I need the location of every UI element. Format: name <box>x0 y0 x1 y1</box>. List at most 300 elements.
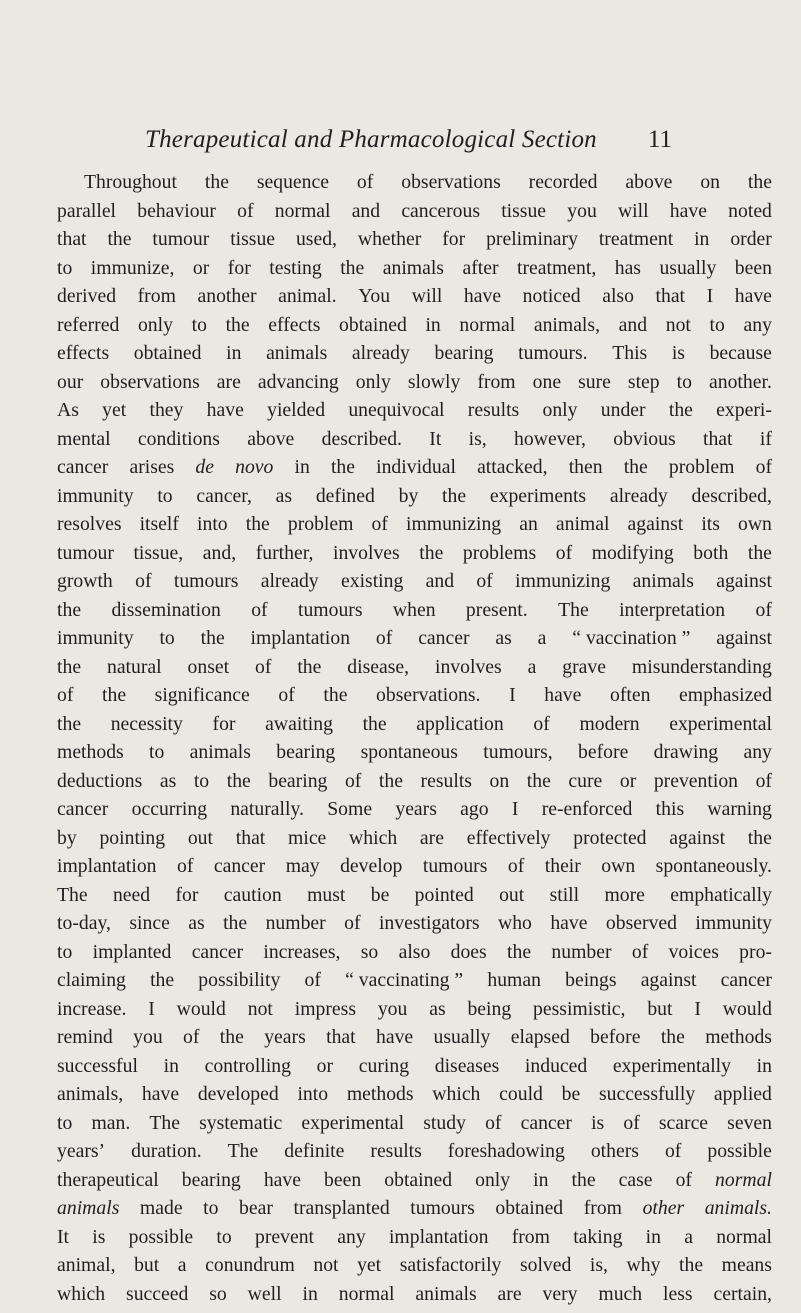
word: their <box>544 855 581 877</box>
word: to <box>203 1197 219 1219</box>
word: being <box>467 997 512 1020</box>
word: you <box>567 199 597 222</box>
word: defined <box>315 484 375 507</box>
word: of <box>251 598 268 621</box>
running-head <box>145 122 672 158</box>
word: the <box>200 627 225 649</box>
word: immunity <box>695 912 772 934</box>
word: impress <box>294 997 356 1020</box>
word: involves <box>332 541 400 564</box>
text-line <box>57 567 772 596</box>
text-line <box>57 966 772 995</box>
word: of <box>555 541 573 564</box>
word: only <box>475 1168 511 1191</box>
word: definite <box>284 1140 345 1162</box>
word: pointing <box>99 826 166 849</box>
word: to <box>57 940 73 963</box>
word: itself <box>139 513 179 535</box>
word: obtained <box>339 313 407 336</box>
word: which <box>349 826 398 849</box>
text-line <box>57 225 772 254</box>
word: pessimistic, <box>533 997 626 1020</box>
word: of <box>375 627 393 649</box>
text-line <box>57 425 772 454</box>
word: modern <box>579 712 640 735</box>
word: increase. <box>57 997 127 1020</box>
text-line <box>57 681 772 710</box>
word: that <box>655 285 686 307</box>
word: much <box>598 1282 643 1305</box>
word: dissemination <box>111 598 221 621</box>
word: individual <box>376 456 456 478</box>
text-line <box>57 1280 772 1309</box>
word: when <box>392 598 436 621</box>
word: It <box>57 1225 70 1248</box>
word: pointed <box>414 883 474 906</box>
word: number <box>551 940 612 963</box>
word: and <box>618 313 648 336</box>
word: significance <box>154 684 250 706</box>
word: its <box>701 513 720 535</box>
word: present. <box>465 598 528 621</box>
text-line <box>57 368 772 397</box>
word: already <box>351 342 410 364</box>
word: caution <box>223 883 282 906</box>
word: of <box>278 684 295 706</box>
word: any <box>743 313 772 336</box>
word: unequivocal <box>348 399 445 421</box>
word: own <box>738 513 772 535</box>
word: since <box>129 912 170 934</box>
word: means <box>721 1254 772 1276</box>
word: slowly <box>407 370 461 393</box>
word: successfully <box>598 1083 696 1105</box>
word: has <box>614 256 641 279</box>
word: obtained <box>495 1197 564 1219</box>
word: very <box>542 1282 578 1305</box>
word: is, <box>468 427 487 450</box>
word: the <box>102 684 127 706</box>
word: would <box>176 997 226 1020</box>
word: own <box>601 855 636 877</box>
word: in <box>425 313 441 336</box>
word: tumours <box>422 855 488 877</box>
word: would <box>722 997 772 1020</box>
word: normal <box>338 1282 395 1305</box>
word: mice <box>288 826 327 849</box>
word: “ vaccination ” <box>572 627 691 649</box>
word: in <box>163 1054 179 1077</box>
word: the <box>747 826 772 849</box>
word: that <box>235 826 266 849</box>
word: the <box>245 513 270 535</box>
word: of <box>755 769 772 792</box>
word: effects <box>57 342 110 364</box>
word: interpretation <box>619 598 726 621</box>
word: against <box>640 969 697 991</box>
word: diseases <box>434 1054 500 1077</box>
word: in <box>302 1282 318 1305</box>
word: emphatically <box>670 883 772 906</box>
word: the <box>623 456 648 478</box>
word: have <box>463 285 502 307</box>
word: curing <box>358 1054 410 1077</box>
word: have <box>141 1083 180 1105</box>
text-line <box>57 881 772 910</box>
word: described. <box>321 427 402 450</box>
word: I <box>511 798 519 820</box>
word: bear <box>239 1197 273 1219</box>
word: the <box>150 969 175 991</box>
text-line <box>57 197 772 226</box>
word: systematic <box>199 1111 283 1134</box>
word: treatment <box>598 228 674 250</box>
word: further, <box>255 541 314 564</box>
word: also <box>602 285 634 307</box>
word: as <box>429 997 446 1020</box>
word: will <box>617 199 649 222</box>
word: that <box>57 228 87 250</box>
word: in <box>645 1225 661 1248</box>
word: to <box>709 313 725 336</box>
word: the <box>297 655 322 678</box>
word: so <box>209 1282 227 1305</box>
word: certain, <box>713 1282 772 1305</box>
word: observations. <box>376 684 481 706</box>
word: of <box>664 1140 682 1162</box>
word: and, <box>202 541 237 564</box>
word: cancer <box>520 1111 572 1134</box>
word: years <box>395 798 437 820</box>
word: possible <box>128 1225 194 1248</box>
word: another <box>197 285 257 307</box>
word: implantation <box>250 627 351 649</box>
word: ago <box>460 798 489 820</box>
word: of <box>356 171 374 193</box>
word: voices <box>668 940 719 963</box>
word: the <box>507 940 532 963</box>
word: in <box>226 342 242 364</box>
word: have <box>206 399 244 421</box>
text-line <box>57 396 772 425</box>
word: to-day, <box>57 912 111 934</box>
word: after <box>462 256 499 279</box>
word: transplanted <box>293 1197 390 1219</box>
word: however, <box>514 427 586 450</box>
word: re-enforced <box>541 798 633 820</box>
word: occurring <box>131 798 208 820</box>
word: advancing <box>257 370 339 393</box>
word: tissue, <box>133 541 184 564</box>
word: the <box>57 598 82 621</box>
word: made <box>139 1197 183 1219</box>
word: will <box>411 285 443 307</box>
word: involves <box>434 655 502 678</box>
word: of <box>304 969 321 991</box>
word: on <box>700 171 721 193</box>
word: immunize, <box>90 256 175 279</box>
word: be <box>561 1083 581 1105</box>
word: prevent <box>254 1225 315 1248</box>
word-italic: other <box>642 1197 685 1219</box>
word: the <box>57 655 82 678</box>
word: already <box>260 570 319 592</box>
word: of <box>176 855 194 877</box>
word: experimental <box>301 1111 405 1134</box>
word: the <box>57 712 82 735</box>
word: results <box>420 769 472 792</box>
word: why <box>626 1254 661 1276</box>
text-line <box>57 710 772 739</box>
word: into <box>297 1083 329 1105</box>
word: have <box>734 285 772 307</box>
text-line <box>57 539 772 568</box>
running-head-title: Therapeutical and Pharmacological Section <box>145 126 597 153</box>
word: the <box>330 456 355 478</box>
word: conditions <box>137 427 220 450</box>
word: yielded <box>267 399 326 421</box>
word: be <box>370 883 390 906</box>
word: applied <box>713 1083 772 1105</box>
word: tumour <box>57 541 114 564</box>
word: You <box>358 285 391 307</box>
word: out <box>187 826 213 849</box>
word: into <box>197 513 228 535</box>
word: for <box>175 883 199 906</box>
word: observed <box>605 912 677 934</box>
word: application <box>416 712 504 735</box>
word: natural <box>106 655 162 678</box>
word: any <box>743 741 772 763</box>
word: from <box>511 1225 550 1248</box>
text-line <box>57 1166 772 1195</box>
word: the <box>679 1254 704 1276</box>
word: then <box>568 456 603 478</box>
word: or <box>192 256 210 279</box>
word: attacked, <box>477 456 548 478</box>
word: by <box>398 484 419 507</box>
word: as <box>275 484 293 507</box>
word: recorded <box>528 171 598 193</box>
word: the <box>660 1026 685 1048</box>
text-line <box>57 1223 772 1252</box>
word: against <box>627 513 684 535</box>
word: possible <box>707 1140 772 1162</box>
word: the <box>442 484 467 507</box>
word: noticed <box>522 285 581 307</box>
word: This <box>612 342 648 364</box>
word: problems <box>462 541 537 564</box>
word: which <box>432 1083 481 1105</box>
word: to <box>57 256 73 279</box>
word: still <box>549 883 580 906</box>
word: the <box>526 769 551 792</box>
word-italic: normal <box>715 1168 772 1191</box>
word: step <box>627 370 660 393</box>
word: described, <box>691 484 772 507</box>
word: for <box>442 228 466 250</box>
word: grave <box>562 655 606 678</box>
word: in <box>694 228 710 250</box>
word: the <box>107 228 132 250</box>
word: tumour <box>152 228 210 250</box>
word: an <box>519 513 538 535</box>
word: implantation <box>388 1225 489 1248</box>
word: controlling <box>204 1054 291 1077</box>
word: cancer <box>57 798 109 820</box>
word: bearing <box>276 741 336 763</box>
word: the <box>323 684 348 706</box>
text-line <box>57 1080 772 1109</box>
word: the <box>340 256 365 279</box>
word: are <box>419 826 444 849</box>
word: the <box>747 171 772 193</box>
word: prevention <box>653 769 739 792</box>
word: spontaneous <box>360 741 458 763</box>
word: arises <box>129 456 175 478</box>
word: satisfactorily <box>399 1254 502 1276</box>
word: testing <box>269 256 322 279</box>
word: bearing <box>181 1168 241 1191</box>
word: could <box>499 1083 543 1105</box>
word: usually <box>659 256 717 279</box>
word: “ vaccinating ” <box>345 969 464 991</box>
word: experimental <box>669 712 772 735</box>
word: animals <box>415 1282 477 1305</box>
word: a <box>537 627 547 649</box>
text-line <box>57 1052 772 1081</box>
word: experi- <box>716 399 772 421</box>
text-line <box>57 254 772 283</box>
word: the <box>747 541 772 564</box>
word: cancer, <box>196 484 252 507</box>
word: this <box>655 798 685 820</box>
word: to <box>157 484 173 507</box>
word: sequence <box>256 171 329 193</box>
word: spontaneously. <box>655 855 772 877</box>
word: only <box>355 370 391 393</box>
word: tissue <box>230 228 276 250</box>
text-line <box>57 767 772 796</box>
word: claiming <box>57 969 126 991</box>
text-line <box>57 1137 772 1166</box>
word: to <box>216 1225 232 1248</box>
word: animals <box>189 741 251 763</box>
word: taking <box>573 1225 623 1248</box>
word: obtained <box>384 1168 453 1191</box>
word: obtained <box>133 342 202 364</box>
word-italic: animals <box>57 1197 120 1219</box>
text-line <box>57 795 772 824</box>
word: because <box>709 342 772 364</box>
word: the <box>225 313 250 336</box>
word: have <box>263 1168 301 1191</box>
word: or <box>619 769 637 792</box>
word: the <box>226 769 251 792</box>
word: animal, <box>57 1254 116 1276</box>
word: immunity <box>57 484 134 507</box>
text-line <box>57 1023 772 1052</box>
word: deductions <box>57 769 143 792</box>
text-line <box>57 482 772 511</box>
word: and <box>351 199 381 222</box>
word: necessity <box>110 712 183 735</box>
text-line <box>57 311 772 340</box>
word: growth <box>57 570 113 592</box>
text-line <box>57 510 772 539</box>
word: yet <box>357 1254 382 1276</box>
word: are <box>216 370 241 393</box>
word: to <box>676 370 692 393</box>
word: problem <box>287 513 354 535</box>
word: any <box>337 1225 366 1248</box>
word: referred <box>57 313 120 336</box>
word: Some <box>327 798 373 820</box>
word: must <box>307 883 346 906</box>
word-italic: de <box>195 456 214 478</box>
text-line <box>57 339 772 368</box>
word: investigators <box>378 912 480 934</box>
word: is, <box>589 1254 608 1276</box>
word: normal <box>716 1225 772 1248</box>
word: implanted <box>92 940 172 963</box>
word: animals, <box>533 313 600 336</box>
word: as <box>495 627 512 649</box>
word: I <box>694 997 701 1020</box>
word: only <box>542 399 578 421</box>
word: number <box>265 912 326 934</box>
word: effectively <box>466 826 551 849</box>
word: obvious <box>613 427 676 450</box>
word: animals <box>382 256 444 279</box>
word: by <box>57 826 77 849</box>
word: elapsed <box>510 1026 570 1048</box>
text-line <box>57 282 772 311</box>
word: It <box>429 427 442 450</box>
word: of <box>533 712 550 735</box>
text-line <box>57 1194 772 1223</box>
word: is <box>591 1111 605 1134</box>
word: so <box>360 940 379 963</box>
word: who <box>498 912 532 934</box>
word: of <box>755 598 772 621</box>
word: to <box>149 741 165 763</box>
word: not <box>665 313 691 336</box>
page-number: 11 <box>647 126 672 153</box>
word: to <box>57 1111 73 1134</box>
word: of <box>344 769 362 792</box>
word: but <box>134 1254 160 1276</box>
word: from <box>477 370 516 393</box>
word: not <box>313 1254 339 1276</box>
word: of <box>371 513 388 535</box>
word: as <box>159 769 177 792</box>
word: succeed <box>126 1282 189 1305</box>
word: order <box>730 228 772 250</box>
word: in <box>533 1168 549 1191</box>
word: the <box>378 769 403 792</box>
word: others <box>590 1140 639 1162</box>
word: less <box>663 1282 693 1305</box>
word: whether <box>357 228 422 250</box>
word: from <box>583 1197 622 1219</box>
word: to <box>159 627 175 649</box>
word: immunizing <box>515 570 611 592</box>
word: existing <box>340 570 404 592</box>
word: methods <box>705 1026 772 1048</box>
word: tumours. <box>518 342 588 364</box>
text-line <box>57 653 772 682</box>
